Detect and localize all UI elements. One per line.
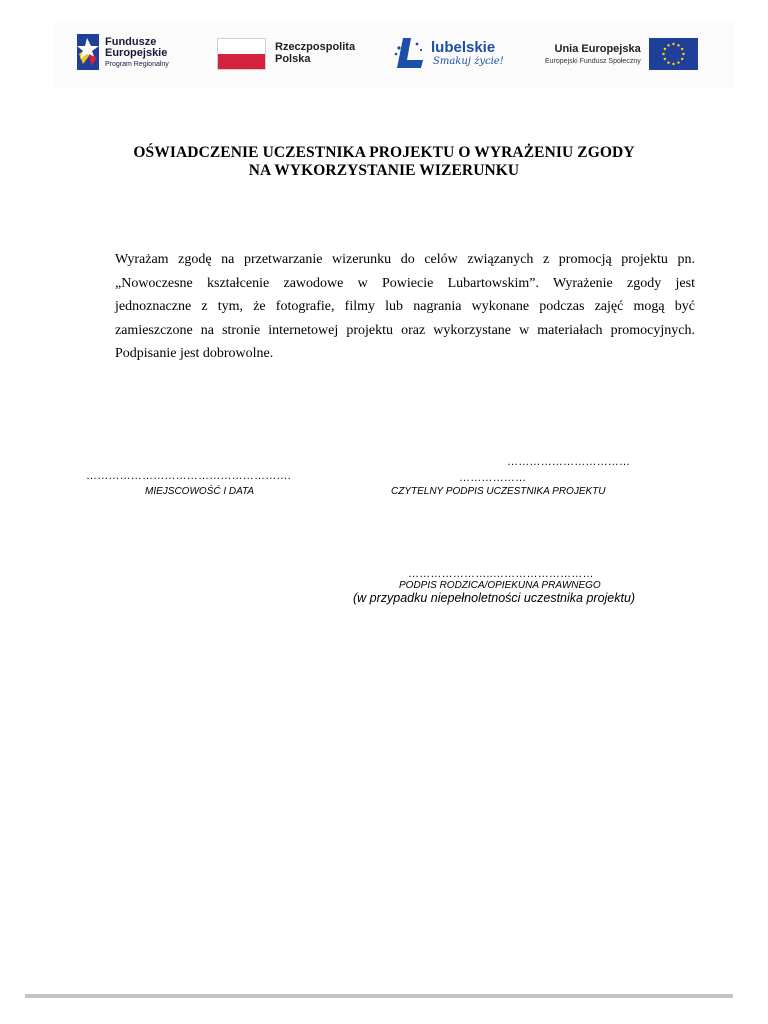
- logo-bar: [55, 20, 735, 88]
- eu-star: [682, 53, 684, 55]
- ue-logo-line1: Unia Europejska: [554, 42, 641, 55]
- eu-star: [677, 44, 679, 46]
- eu-star: [663, 58, 665, 60]
- rp-logo-line1: Rzeczpospolita: [275, 41, 356, 54]
- fundusze-europejskie-logo: [77, 32, 169, 72]
- participant-signature-line-1[interactable]: ……………………………: [507, 456, 631, 468]
- eu-star: [672, 63, 674, 65]
- ue-logo-line2: Europejski Fundusz Społeczny: [545, 57, 641, 65]
- statement-line-1: Wyrażam zgodę na przetwarzanie wizerunku do celów związanych z promocją projektu pn.: [115, 252, 695, 267]
- fe-logo-line2: Europejskie: [105, 46, 168, 59]
- rzeczpospolita-polska-logo: [217, 38, 355, 70]
- statement-line-2: „Nowoczesne kształcenie zawodowe w Powiecie Lubartowskim”. Wyrażenie zgody jest: [115, 275, 695, 291]
- consent-statement: [115, 248, 695, 366]
- participant-signature-line-2[interactable]: ………………: [459, 472, 527, 484]
- participant-signature-label: CZYTELNY PODPIS UCZESTNIKA PROJEKTU: [391, 486, 606, 497]
- place-date-signature-line[interactable]: ……………………………………………….: [86, 470, 291, 482]
- guardian-signature-line[interactable]: …………………..………………………: [408, 568, 594, 580]
- eu-star: [672, 43, 674, 45]
- footer-divider: [25, 994, 733, 998]
- fe-logo-line3: Program Regionalny: [105, 60, 169, 68]
- title-line-1: OŚWIADCZENIE UCZESTNIKA PROJEKTU O WYRAŻENIU ZGODY: [133, 144, 635, 161]
- lubelskie-logo: [393, 34, 504, 72]
- eu-flag-icon: [649, 38, 698, 70]
- eu-star: [662, 53, 664, 55]
- title-line-2: NA WYKORZYSTANIE WIZERUNKU: [248, 162, 520, 179]
- eu-star: [681, 48, 683, 50]
- unia-europejska-logo: [545, 38, 698, 70]
- lubelskie-logo-name: lubelskie: [431, 38, 496, 56]
- statement-line-3: jednoznaczne z tym, że fotografie, filmy lub nagrania wykonane podczas zajęć mogą być: [115, 299, 695, 315]
- guardian-signature-label: PODPIS RODZICA/OPIEKUNA PRAWNEGO: [399, 580, 601, 591]
- statement-line-4: zamieszczone na stronie internetowej projektu oraz wykorzystane w materiałach promocyjnych.: [115, 322, 695, 338]
- fe-logo-line1: Fundusze: [105, 35, 157, 48]
- guardian-signature-note: (w przypadku niepełnoletności uczestnika projektu): [353, 591, 636, 605]
- eu-star: [667, 44, 669, 46]
- eu-star: [663, 48, 665, 50]
- eu-star: [681, 58, 683, 60]
- eu-star: [677, 61, 679, 63]
- place-date-label: MIEJSCOWOŚĆ I DATA: [145, 486, 255, 497]
- document-title: [60, 144, 708, 180]
- lubelskie-logo-slogan: Smakuj życie!: [433, 55, 504, 67]
- eu-star: [667, 61, 669, 63]
- poland-flag-icon: [217, 38, 266, 70]
- lubelskie-l-icon: [393, 34, 427, 72]
- fe-star-icon: [77, 32, 101, 72]
- statement-line-5: Podpisanie jest dobrowolne.: [115, 346, 274, 362]
- rp-logo-line2: Polska: [275, 53, 311, 65]
